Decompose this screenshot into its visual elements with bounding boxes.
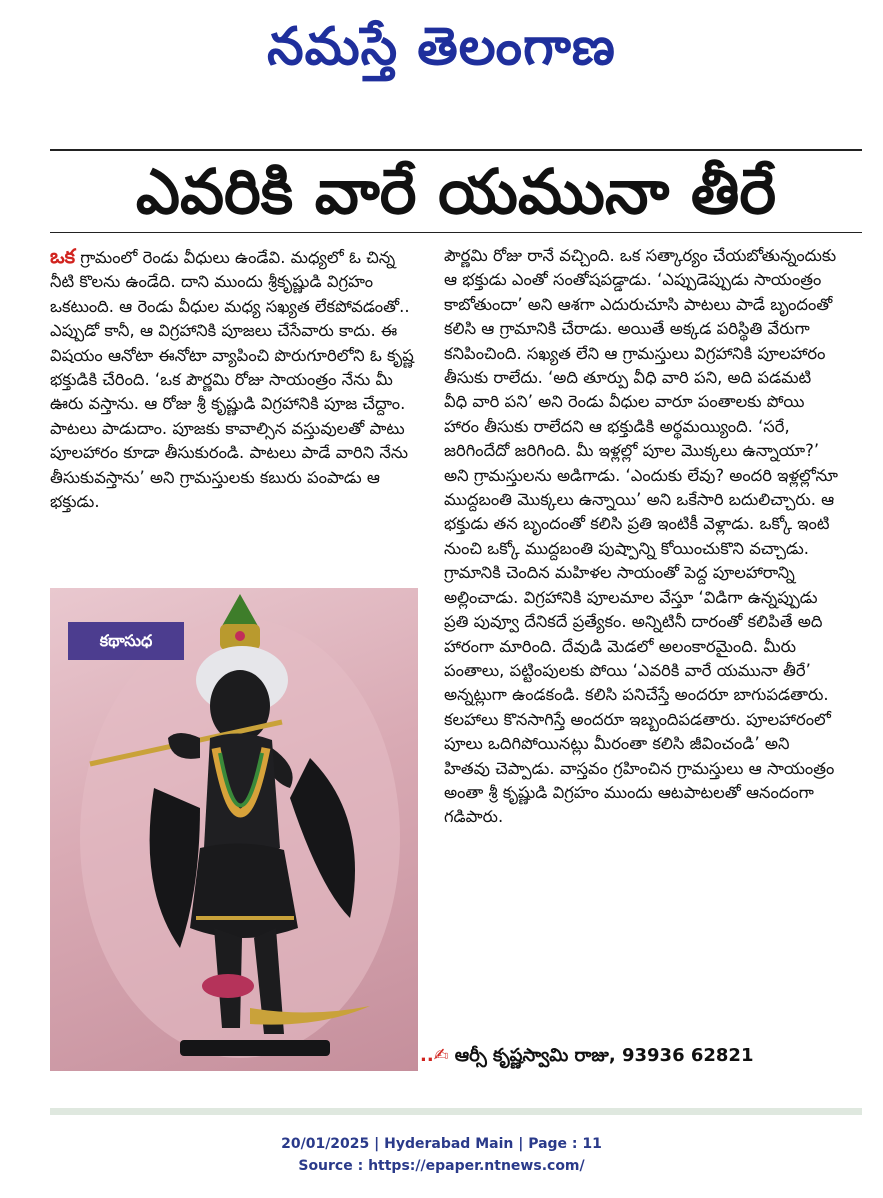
footer-divider xyxy=(50,1108,862,1115)
krishna-statue-illustration xyxy=(50,588,418,1071)
masthead-title: నమస్తే తెలంగాణ xyxy=(267,17,616,77)
byline-author: ఆర్సీ కృష్ణస్వామి రాజు xyxy=(454,1045,609,1066)
krishna-statue-image xyxy=(50,588,418,1071)
article-right-column xyxy=(444,244,838,830)
kathasudha-tag: కథాసుధ xyxy=(68,622,184,660)
headline: ఎవరికి వారే యమునా తీరే xyxy=(135,155,777,228)
headline-top-rule xyxy=(50,149,862,151)
left-paragraph xyxy=(50,244,422,514)
footer-source-link[interactable]: Source : https://epaper.ntnews.com/ xyxy=(298,1158,585,1174)
byline-phone: 93936 62821 xyxy=(621,1045,754,1066)
left-column-text: గ్రామంలో రెండు వీధులు ఉండేవి. మధ్యలో ఓ చిన్న నీటి కొలను ఉండేది. దాని ముందు శ్రీకృష్ణుడి విగ్రహం ఒకటుంది. ఆ రెండు వీధుల మధ్య సఖ్యత లేకపోవడంతో.. ఎప్పుడో కానీ, ఆ విగ్రహానికి పూజలు చేసేవారు కాదు. ఈ విషయం ఆనోటా ఈనోటా వ్యాపించి పొరుగూరిలోని ఓ కృష్ణ భక్తుడికి చేరింది. ‘ఒక పౌర్ణమి రోజు సాయంత్రం నేను మీ ఊరు వస్తాను. ఆ రోజు శ్రీ కృష్ణుడి విగ్రహానికి పూజ చేద్దాం. పాటలు పాడుదాం. పూజకు కావాల్సిన వస్తువులతో పాటు పూలహారం కూడా తీసుకురండి. పాటలు పాడే వారిని నేను తీసుకువస్తాను’ అని గ్రామస్తులకు కబురు పంపాడు ఆ భక్తుడు. xyxy=(50,248,414,512)
footer-date-edition: 20/01/2025 | Hyderabad Main | Page : 11 xyxy=(281,1136,602,1152)
article-left-column xyxy=(50,244,422,514)
lead-word: ఒక xyxy=(50,244,76,268)
pen-icon: ..✍ xyxy=(420,1045,449,1066)
byline: ..✍ ఆర్సీ కృష్ణస్వామి రాజు, 93936 62821 xyxy=(420,1045,754,1066)
headline-bottom-rule xyxy=(50,232,862,233)
right-column-text: పౌర్ణమి రోజు రానే వచ్చింది. ఒక సత్కార్యం చేయబోతున్నందుకు ఆ భక్తుడు ఎంతో సంతోషపడ్డాడు. ‘ఎప్పుడెప్పుడు సాయంత్రం కాబోతుందా’ అని ఆశగా ఎదురుచూసి పాటలు పాడే బృందంతో కలిసి ఆ గ్రామానికి చేరాడు. అయితే అక్కడ పరిస్థితి వేరుగా కనిపించింది. సఖ్యత లేని ఆ గ్రామస్తులు విగ్రహానికి పూలహారం తీసుకు రాలేదు. ‘అది తూర్పు వీధి వారి పని, అది పడమటి వీధి వారి పని’ అని రెండు వీధుల వారూ పంతాలకు పోయి హారం తీసుకు రాలేదని ఆ భక్తుడికి అర్థమయ్యింది. ‘సరే, జరిగిందేదో జరిగింది. మీ ఇళ్లల్లో పూల మొక్కలు ఉన్నాయా?’ అని గ్రామస్తులను అడిగాడు. ‘ఎందుకు లేవు? అందరి ఇళ్లల్లోనూ ముద్దబంతి మొక్కలు ఉన్నాయి’ అని ఒకేసారి బదులిచ్చారు. ఆ భక్తుడు తన బృందంతో కలిసి ప్రతి ఇంటికీ వెళ్లాడు. ఒక్కో ఇంటి నుంచి ఒక్కో ముద్దబంతి పుష్పాన్ని కోయించుకొని వచ్చాడు. గ్రామానికి చెందిన మహిళల సాయంతో పెద్ద పూలహారాన్ని అల్లించాడు. విగ్రహానికి పూలమాల వేస్తూ ‘విడిగా ఉన్నప్పుడు ప్రతి పువ్వూ దేనికదే ప్రత్యేకం. అన్నిటినీ దారంతో కలిపితే అది హారంగా మారింది. దేవుడి మెడలో అలంకారమైంది. మీరు పంతాలు, పట్టింపులకు పోయి ‘ఎవరికి వారే యమునా తీరే’ అన్నట్లుగా ఉండకండి. కలిసి పనిచేస్తే అందరూ బాగుపడతారు. కలహాలు కొనసాగిస్తే అందరూ ఇబ్బందిపడతారు. పూలహారంలో పూలు ఒదిగిపోయినట్లు మీరంతా కలిసి జీవించండి’ అని హితవు చెప్పాడు. వాస్తవం గ్రహించిన గ్రామస్తులు ఆ సాయంత్రం అంతా శ్రీ కృష్ణుడి విగ్రహం ముందు ఆటపాటలతో ఆనందంగా గడిపారు. xyxy=(444,246,838,827)
